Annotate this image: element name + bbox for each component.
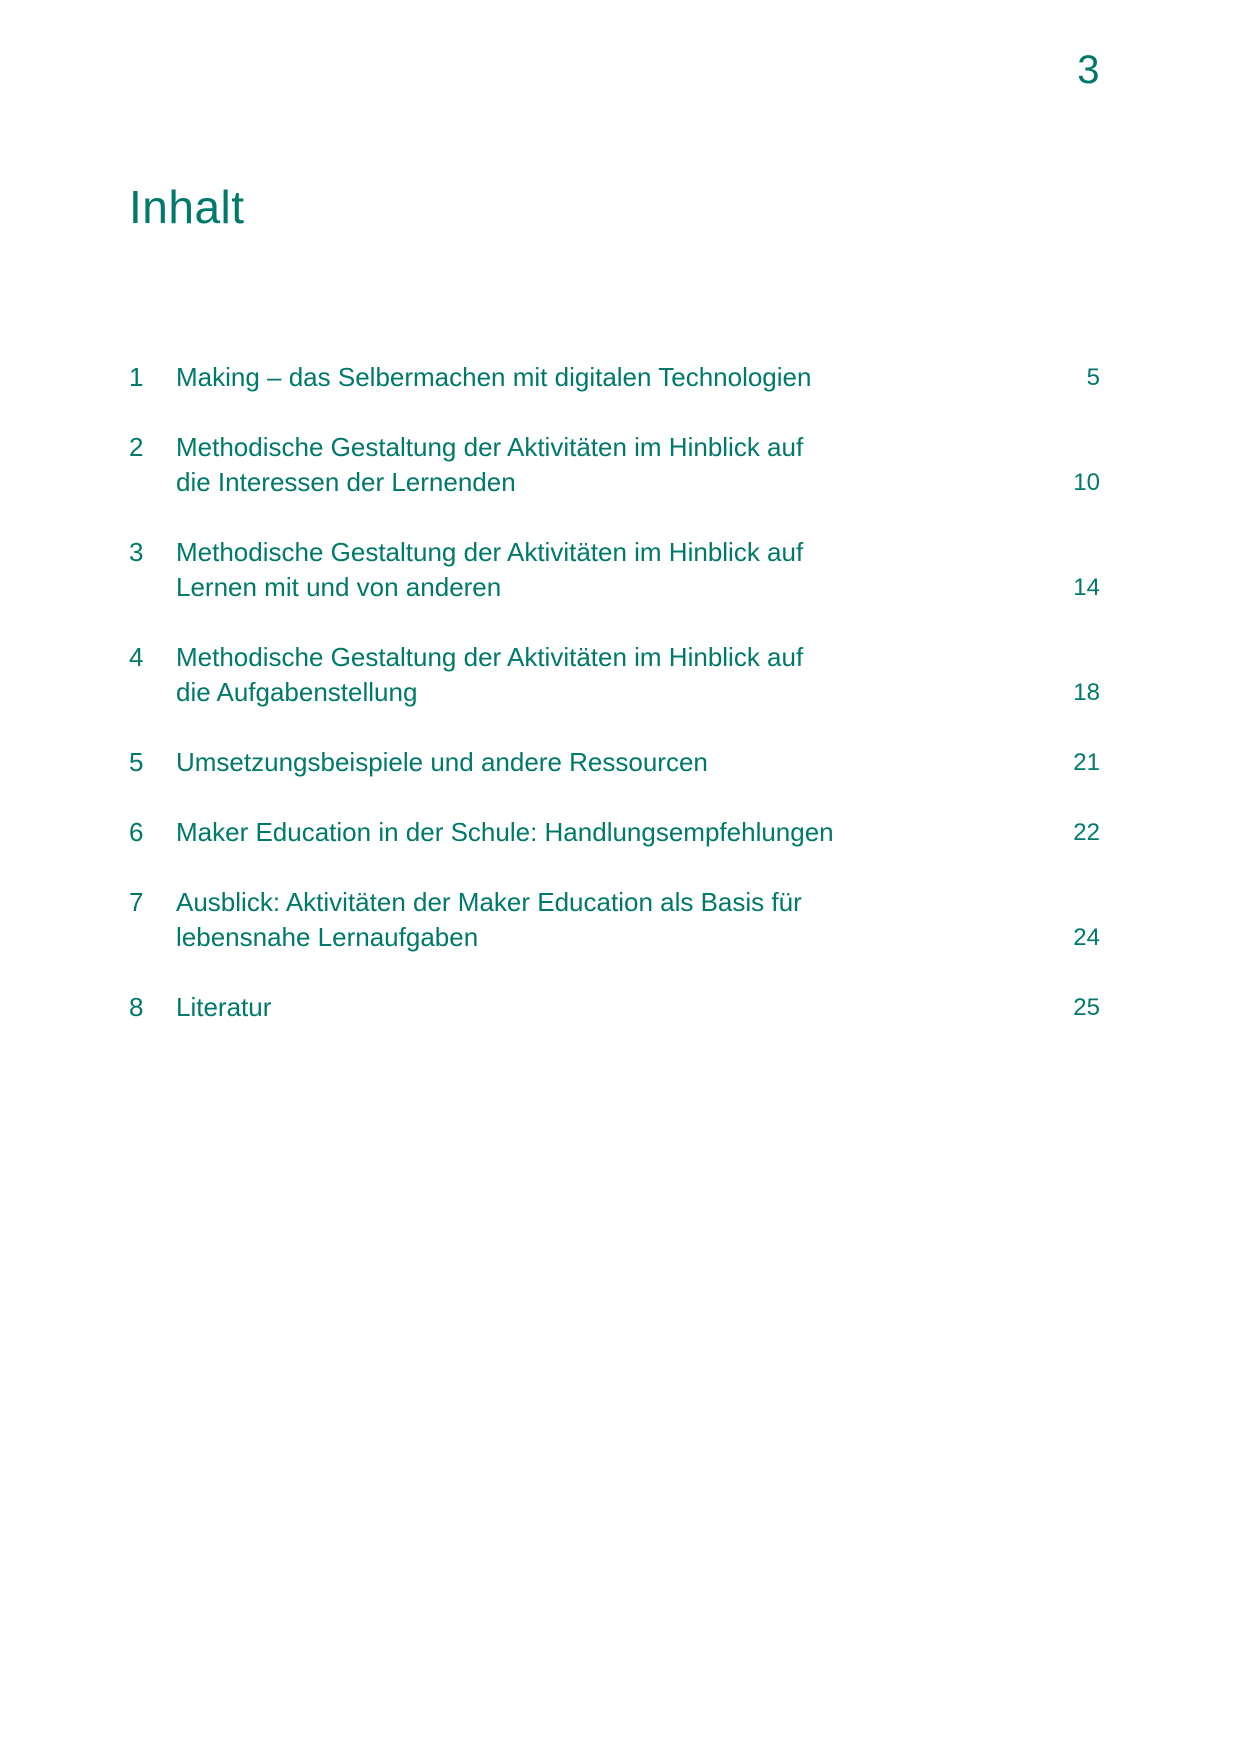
toc-entry-title: Methodische Gestaltung der Aktivitäten im Hinblick auf die Interessen der Lernenden bbox=[176, 432, 804, 497]
toc-entry-page: 21 bbox=[1073, 749, 1100, 776]
toc-entry-page: 24 bbox=[1073, 924, 1100, 951]
toc-entry-page: 25 bbox=[1073, 994, 1100, 1021]
toc-entry-page: 5 bbox=[1086, 364, 1100, 391]
toc-entry bbox=[129, 535, 1100, 605]
toc-entry bbox=[129, 745, 1100, 780]
page-number: 3 bbox=[1077, 48, 1100, 92]
toc-entry-number: 3 bbox=[129, 537, 144, 567]
table-of-contents bbox=[129, 360, 1100, 1060]
toc-entry bbox=[129, 640, 1100, 710]
toc-entry-number: 6 bbox=[129, 817, 144, 847]
toc-entry-title: Methodische Gestaltung der Aktivitäten im Hinblick auf die Aufgabenstellung bbox=[176, 642, 804, 707]
toc-entry-page: 14 bbox=[1073, 574, 1100, 601]
toc-entry bbox=[129, 815, 1100, 850]
toc-entry bbox=[129, 430, 1100, 500]
toc-entry-title: Maker Education in der Schule: Handlungsempfehlungen bbox=[176, 817, 834, 847]
toc-entry-number: 1 bbox=[129, 362, 144, 392]
toc-entry bbox=[129, 990, 1100, 1025]
toc-entry-title: Making – das Selbermachen mit digitalen Technologien bbox=[176, 362, 812, 392]
toc-entry-page: 10 bbox=[1073, 469, 1100, 496]
toc-entry bbox=[129, 360, 1100, 395]
toc-entry-title: Methodische Gestaltung der Aktivitäten im Hinblick auf Lernen mit und von anderen bbox=[176, 537, 804, 602]
toc-entry-page: 18 bbox=[1073, 679, 1100, 706]
toc-entry-title: Literatur bbox=[176, 992, 272, 1022]
toc-entry-number: 4 bbox=[129, 642, 144, 672]
toc-entry-title: Ausblick: Aktivitäten der Maker Education als Basis für lebensnahe Lernaufgaben bbox=[176, 887, 802, 952]
toc-entry bbox=[129, 885, 1100, 955]
toc-entry-number: 7 bbox=[129, 887, 144, 917]
toc-entry-number: 2 bbox=[129, 432, 144, 462]
page-title: Inhalt bbox=[129, 181, 245, 233]
toc-entry-page: 22 bbox=[1073, 819, 1100, 846]
toc-entry-title: Umsetzungsbeispiele und andere Ressourcen bbox=[176, 747, 708, 777]
toc-entry-number: 5 bbox=[129, 747, 144, 777]
toc-entry-number: 8 bbox=[129, 992, 144, 1022]
